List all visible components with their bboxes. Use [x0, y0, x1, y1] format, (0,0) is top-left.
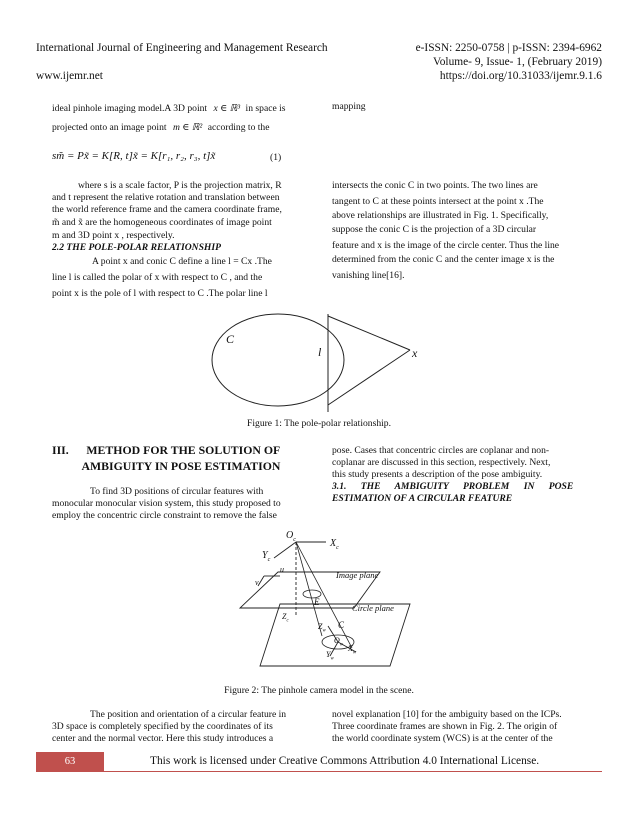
fig2-label-u: u [280, 565, 284, 574]
bottom-left-line1: The position and orientation of a circular feature in [90, 709, 287, 720]
fig2-label-circle-plane: Circle plane [352, 603, 394, 613]
fig2-label-C: C [338, 620, 345, 630]
fig2-label-Oc: $O_c$ [286, 530, 296, 543]
left-para1-line2: projected onto an image point m ∈ ℝ² according to the [52, 122, 270, 133]
left-para3-line1: A point x and conic C define a line l = Cx .The [92, 256, 272, 267]
right-para1-line7: vanishing line[16]. [332, 270, 405, 281]
tangent-line-bottom [328, 350, 410, 405]
left-para3-line3: point x is the pole of l with respect to C .The polar line l [52, 288, 268, 299]
figure-1-pole-polar [210, 310, 440, 415]
bottom-left-line2: 3D space is completely specified by the coordinates of its [52, 721, 273, 732]
left-para2-line4: m̃ and x̃ are the homogeneous coordinates of image point [52, 217, 272, 228]
website-link[interactable]: www.ijemr.net [36, 70, 103, 82]
volume-line: Volume- 9, Issue- 1, (February 2019) [432, 56, 602, 68]
right-para1-line6: determined from the conic C and the center image x is the [332, 254, 555, 265]
section-3-right-line2: coplanar are discussed in this section, respectively. Next, [332, 457, 551, 468]
figure-1-caption: Figure 1: The pole-polar relationship. [247, 418, 391, 429]
section-2-2-heading: 2.2 THE POLE-POLAR RELATIONSHIP [52, 242, 221, 253]
right-para1-line5: feature and x is the image of the circle center. Thus the line [332, 240, 560, 251]
fig2-label-Yw: $Y_w$ [326, 650, 334, 662]
fig1-label-l: l [318, 345, 322, 359]
equation-number: (1) [270, 152, 282, 163]
journal-title: International Journal of Engineering and Management Research [36, 42, 328, 54]
right-para1-line2: tangent to C at these points intersect at the point x .The [332, 196, 544, 207]
bottom-right-line2: Three coordinate frames are shown in Fig. 2. The origin of [332, 721, 558, 732]
section-3-1-heading-line1: 3.1. THE AMBIGUITY PROBLEM IN POSE [332, 481, 574, 492]
fig1-label-C: C [226, 332, 235, 346]
fig2-label-Xc: $X_c$ [330, 538, 339, 551]
bottom-left-line3: center and the normal vector. Here this study introduces a [52, 733, 274, 744]
footer-rule [104, 771, 602, 772]
figure-2-caption: Figure 2: The pinhole camera model in the scene. [224, 685, 414, 696]
section-3-1-heading-line2: ESTIMATION OF A CIRCULAR FEATURE [332, 493, 513, 504]
section-3-heading-line2: AMBIGUITY IN POSE ESTIMATION [81, 459, 281, 473]
page-number: 63 [36, 752, 104, 772]
doi-link[interactable]: https://doi.org/10.31033/ijemr.9.1.6 [439, 70, 602, 82]
section-3-right-line3: this study presents a description of the pose ambiguity. [332, 469, 543, 480]
right-para1-line1: intersects the conic C in two points. The two lines are [332, 180, 538, 191]
left-para2-line5: m and 3D point x , respectively. [52, 230, 175, 241]
bottom-right-line3: the world coordinate system (WCS) is at the center of the [332, 733, 553, 744]
right-para1-line4: suppose the conic C is the projection of a 3D circular [332, 224, 537, 235]
fig2-label-Ow: $O_w$ [334, 636, 344, 648]
license-text: This work is licensed under Creative Commons Attribution 4.0 International License. [150, 755, 540, 767]
section-3-heading-line1: III. METHOD FOR THE SOLUTION OF [52, 443, 281, 457]
fig1-label-x: x [412, 346, 418, 360]
fig2-label-E: E [314, 597, 320, 607]
axis-yc [274, 542, 296, 558]
fig2-label-Xw: $X_w$ [348, 644, 357, 656]
section-3-para-line2: monocular monocular vision system, this study proposed to [52, 498, 281, 509]
right-para1-line3: above relationships are illustrated in Fig. 1. Specifically, [332, 210, 549, 221]
issn-line: e-ISSN: 2250-0758 | p-ISSN: 2394-6962 [415, 42, 602, 54]
fig2-label-v: v [255, 578, 259, 587]
section-3-right-line1: pose. Cases that concentric circles are coplanar and non- [332, 445, 550, 456]
conic-ellipse [212, 314, 344, 406]
section-3-para-line3: employ the concentric circle constraint to remove the false [52, 510, 277, 521]
left-para2-line1: where s is a scale factor, P is the projection matrix, R [78, 180, 282, 191]
bottom-right-line1: novel explanation [10] for the ambiguity based on the ICPs. [332, 709, 562, 720]
left-para2-line3: the world reference frame and the camera coordinate frame, [52, 204, 282, 215]
equation-1: sm̃ = Px̃ = K[R, t]x̃ = K[r₁, r₂, r₃, t]x̃ [52, 150, 216, 162]
fig2-label-Yc: $Y_c$ [262, 550, 271, 563]
fig2-label-image-plane: Image plane [336, 570, 379, 580]
left-para3-line2: line l is called the polar of x with respect to C , and the [52, 272, 263, 283]
fig2-label-Zw: $Z_w$ [318, 622, 326, 634]
right-mapping-word: mapping [332, 101, 366, 112]
left-para2-line2: and t represent the relative rotation and translation between [52, 192, 280, 203]
left-para1-line1: ideal pinhole imaging model.A 3D point x ∈ ℝ³ in space is [52, 103, 286, 114]
section-3-para-line1: To find 3D positions of circular features with [90, 486, 264, 497]
fig2-label-Zc: $Z_c$ [282, 612, 289, 624]
